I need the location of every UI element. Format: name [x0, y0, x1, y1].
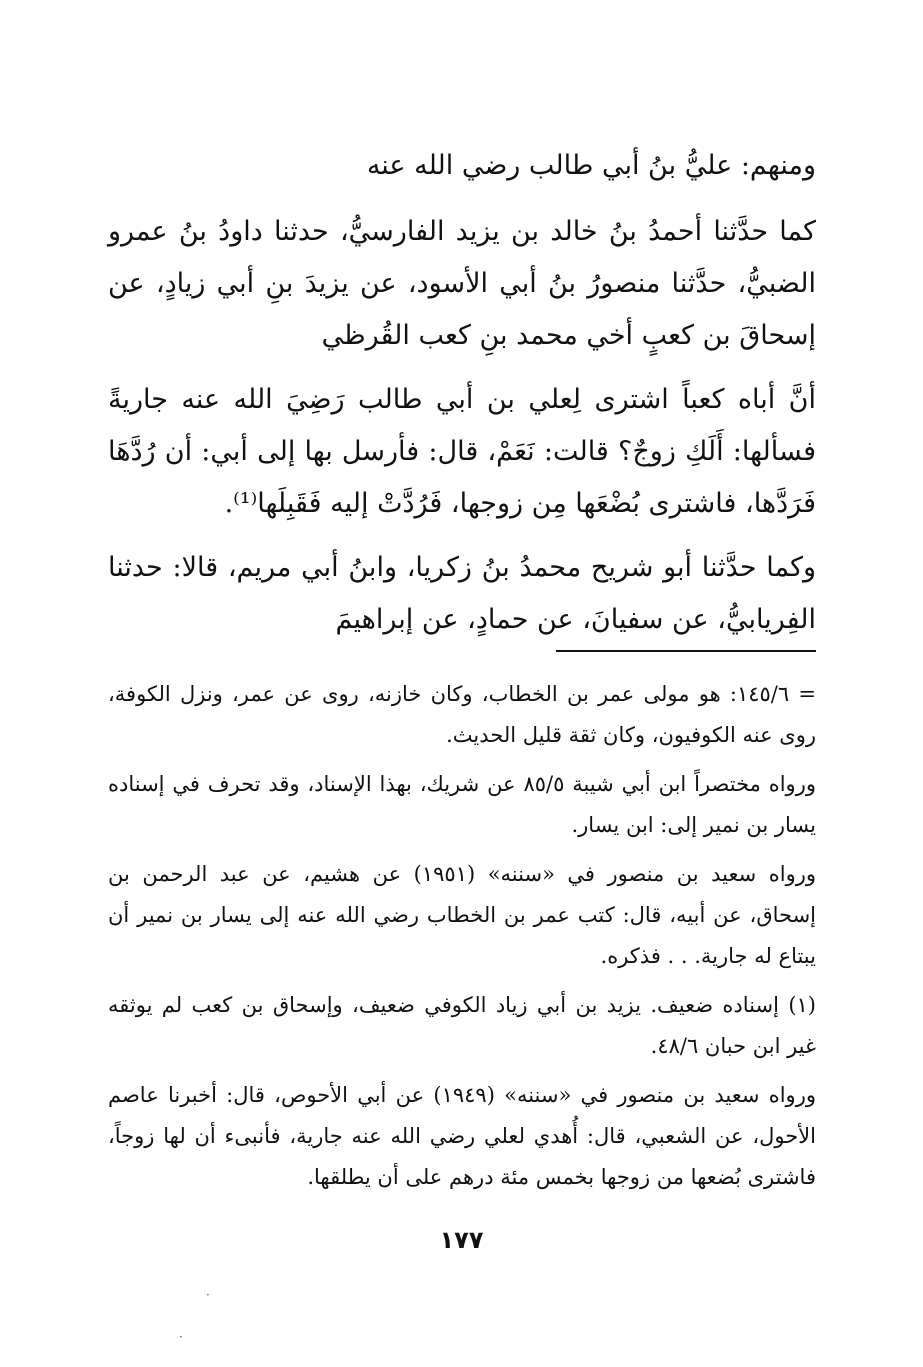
footnote-1: (١) إسناده ضعيف. يزيد بن أبي زياد الكوفي ضعيف، وإسحاق بن كعب لم يوثقه غير ابن حبان ٤٨/٦.: [108, 993, 816, 1058]
footnote-divider: [556, 650, 816, 652]
footnote-paragraph: ورواه سعيد بن منصور في «سننه» (١٩٤٩) عن أبي الأحوص، قال: أخبرنا عاصم الأحول، عن الشعبي، قال: أُهدي لعلي رضي الله عنه جارية، فأنبىء أن لها زوجاً، فاشترى بُضعها من زوجها بخمس مئة درهم على أن يطلقها.: [108, 1083, 816, 1189]
paragraph-hadith: أنَّ أباه كعباً اشترى لِعلي بن أبي طالب رَضِيَ الله عنه جاريةً فسألها: أَلَكِ زوجٌ؟ قالت: نَعَمْ، قال: فأرسل بها إلى أبي: أن رُدَّهَا فَرَدَّها، فاشترى بُضْعَها مِن زوجها، فَرُدَّتْ إليه فَقَبِلَها⁽¹⁾.: [108, 384, 816, 519]
footnotes: [108, 674, 816, 1206]
footnote-paragraph: ورواه سعيد بن منصور في «سننه» (١٩٥١) عن هشيم، عن عبد الرحمن بن إسحاق، عن أبيه، قال: كتب عمر بن الخطاب رضي الله عنه إلى يسار بن نمير أن يبتاع له جارية. . . فذكره.: [108, 862, 817, 968]
paragraph-isnad-2: وكما حدَّثنا أبو شريح محمدُ بنُ زكريا، وابنُ أبي مريم، قالا: حدثنا الفِريابيُّ، عن سفيانَ، عن حمادٍ، عن إبراهيمَ: [108, 552, 816, 635]
main-text: [108, 140, 816, 658]
footnote-paragraph: ورواه مختصراً ابن أبي شيبة ٨٥/٥ عن شريك، بهذا الإسناد، وقد تحرف في إسناده يسار بن نمير إلى: ابن يسار.: [108, 772, 816, 837]
page-number: ١٧٧: [439, 1226, 484, 1254]
scan-speck: ·: [206, 1288, 210, 1302]
footnote-continuation: = ١٤٥/٦: هو مولى عمر بن الخطاب، وكان خازنه، روى عن عمر، ونزل الكوفة، روى عنه الكوفيون، وكان ثقة قليل الحديث.: [108, 682, 816, 747]
paragraph-isnad: كما حدَّثنا أحمدُ بنُ خالد بن يزيد الفارسيُّ، حدثنا داودُ بنُ عمرو الضبيُّ، حدَّثنا منصورُ بنُ أبي الأسود، عن يزيدَ بنِ أبي زيادٍ، عن إسحاقَ بن كعبٍ أخي محمد بنِ كعب القُرظي: [108, 216, 816, 351]
section-heading: ومنهم: عليُّ بنُ أبي طالب رضي الله عنه: [366, 150, 816, 181]
scan-speck: ·: [179, 1330, 183, 1344]
